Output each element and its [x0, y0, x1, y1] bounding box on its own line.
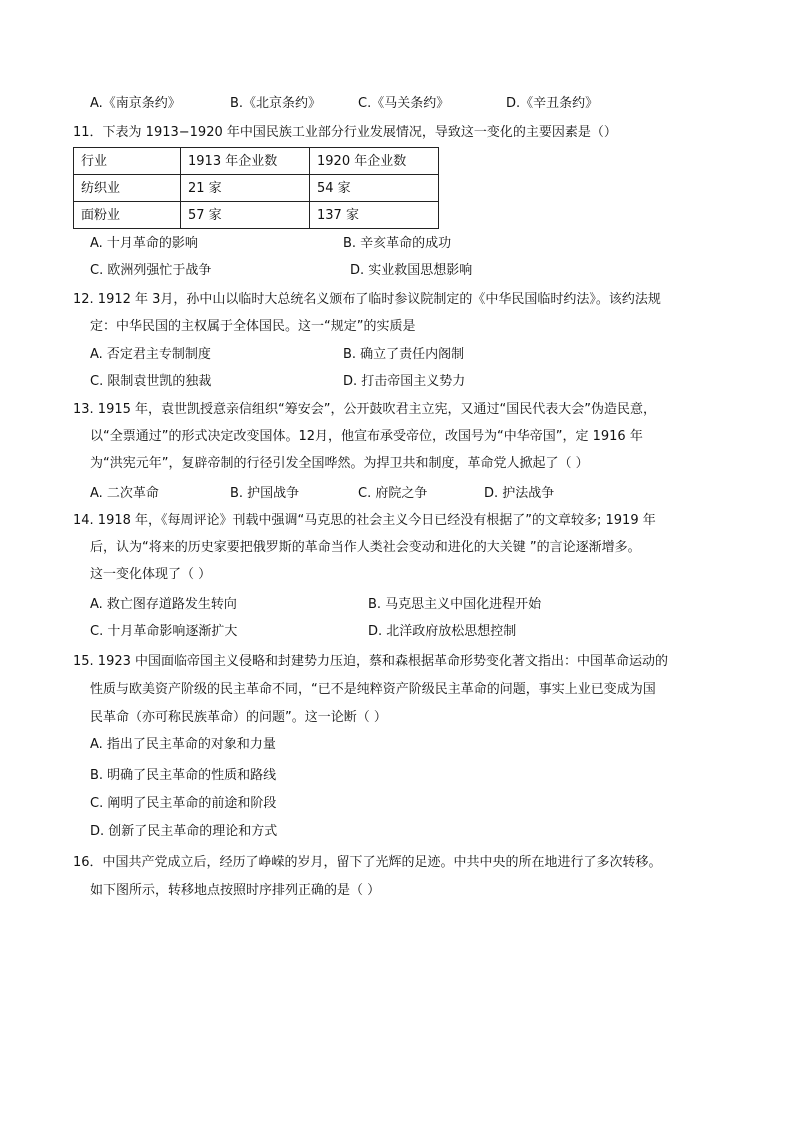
- q10-option-a: A.《南京条约》: [90, 96, 181, 111]
- q12-option-b: B. 确立了责任内阁制: [343, 347, 465, 362]
- q14-stem-line-3: 这一变化体现了（ ）: [90, 567, 212, 582]
- table-cell: 54 家: [310, 175, 439, 202]
- q10-options: [90, 97, 730, 115]
- table-header-cell: 1920 年企业数: [310, 148, 439, 175]
- q16-stem-line-2: 如下图所示，转移地点按照时序排列正确的是（ ）: [90, 883, 381, 898]
- table-cell: 面粉业: [74, 202, 181, 229]
- table-row: [74, 175, 439, 202]
- q12-option-c: C. 限制袁世凯的独裁: [90, 374, 212, 389]
- table-header-cell: 1913 年企业数: [181, 148, 310, 175]
- q14-option-d: D. 北洋政府放松思想控制: [368, 624, 517, 639]
- table-row: [74, 202, 439, 229]
- q11-industry-table: [73, 147, 439, 229]
- table-cell: 21 家: [181, 175, 310, 202]
- q11-option-a: A. 十月革命的影响: [90, 236, 198, 251]
- q15-stem-line-3: 民革命（亦可称民族革命）的问题”。这一论断（ ）: [90, 710, 387, 725]
- q13-option-c: C. 府院之争: [358, 486, 428, 501]
- q10-option-c: C.《马关条约》: [358, 96, 450, 111]
- q13-option-d: D. 护法战争: [484, 486, 555, 501]
- q13-options: [90, 487, 690, 505]
- q14-stem-line-1: 14. 1918 年，《每周评论》刊载中强调“马克思的社会主义今日已经没有根据了”的文章较多; 1919 年: [73, 513, 656, 528]
- q13-option-a: A. 二次革命: [90, 486, 159, 501]
- table-cell: 57 家: [181, 202, 310, 229]
- q15-option-b: B. 明确了民主革命的性质和路线: [90, 768, 277, 783]
- q12-stem-line-1: 12. 1912 年 3月，孙中山以临时大总统名义颁布了临时参议院制定的《中华民国临时约法》。该约法规: [73, 292, 661, 307]
- q11-option-d: D. 实业救国思想影响: [350, 263, 473, 278]
- q12-option-a: A. 否定君主专制制度: [90, 347, 211, 362]
- q11-option-b: B. 辛亥革命的成功: [343, 236, 452, 251]
- q13-stem-line-3: 为“洪宪元年”，复辟帝制的行径引发全国哗然。为捍卫共和制度，革命党人掀起了（ ）: [90, 456, 589, 471]
- q12-option-d: D. 打击帝国主义势力: [343, 374, 466, 389]
- q14-option-a: A. 救亡图存道路发生转向: [90, 597, 237, 612]
- q15-option-c: C. 阐明了民主革命的前途和阶段: [90, 796, 277, 811]
- q16-stem-line-1: 16．中国共产党成立后，经历了峥嵘的岁月，留下了光辉的足迹。中共中央的所在地进行了多次转移。: [73, 855, 662, 870]
- table-header-cell: 行业: [74, 148, 181, 175]
- q14-option-c: C. 十月革命影响逐渐扩大: [90, 624, 238, 639]
- q11-option-c: C. 欧洲列强忙于战争: [90, 263, 212, 278]
- q12-stem-line-2: 定：中华民国的主权属于全体国民。这一“规定”的实质是: [90, 319, 416, 334]
- q15-option-d: D. 创新了民主革命的理论和方式: [90, 824, 278, 839]
- q10-option-b: B.《北京条约》: [230, 96, 322, 111]
- q15-option-a: A. 指出了民主革命的对象和力量: [90, 737, 276, 752]
- table-header-row: [74, 148, 439, 175]
- q15-stem-line-1: 15. 1923 中国面临帝国主义侵略和封建势力压迫，蔡和森根据革命形势变化著文指出：中国革命运动的: [73, 654, 669, 669]
- q15-stem-line-2: 性质与欧美资产阶级的民主革命不同，“已不是纯粹资产阶级民主革命的问题，事实上业已变成为国: [90, 682, 656, 697]
- q11-stem: 11．下表为 1913−1920 年中国民族工业部分行业发展情况，导致这一变化的主要因素是（）: [73, 125, 617, 140]
- q10-option-d: D.《辛丑条约》: [506, 96, 599, 111]
- q14-stem-line-2: 后，认为“将来的历史家要把俄罗斯的革命当作人类社会变动和进化的大关键 ”的言论逐渐增多。: [90, 540, 641, 555]
- q13-option-b: B. 护国战争: [230, 486, 300, 501]
- q13-stem-line-2: 以“全票通过”的形式决定改变国体。12月，他宣布承受帝位，改国号为“中华帝国”，定 1916 年: [90, 429, 643, 444]
- q14-option-b: B. 马克思主义中国化进程开始: [368, 597, 542, 612]
- table-cell: 纺织业: [74, 175, 181, 202]
- q13-stem-line-1: 13. 1915 年，袁世凯授意亲信组织“筹安会”，公开鼓吹君主立宪，又通过“国民代表大会”伪造民意，: [73, 402, 656, 417]
- table-cell: 137 家: [310, 202, 439, 229]
